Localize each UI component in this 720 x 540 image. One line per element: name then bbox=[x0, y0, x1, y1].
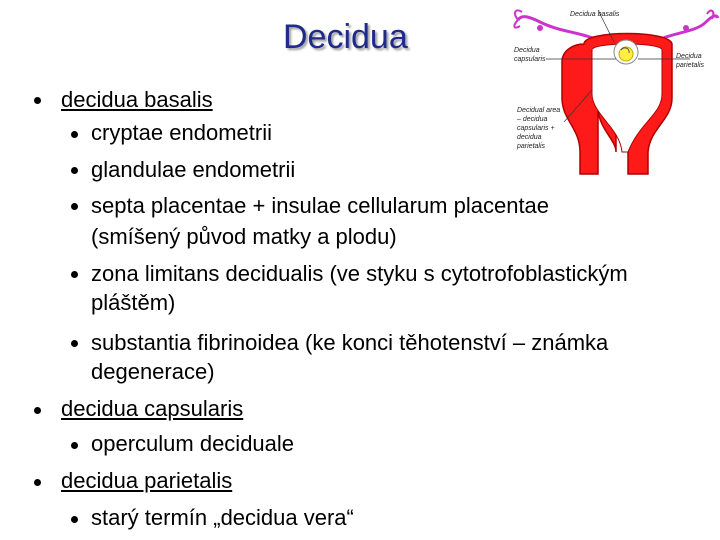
sub-item-zona-line1: zona limitans decidualis (ve styku s cytotrofoblastickým bbox=[91, 261, 628, 286]
label-decidua-capsularis-2: capsularis bbox=[514, 56, 546, 63]
bullet-dot bbox=[71, 131, 78, 138]
sub-item-zona-line2: pláštěm) bbox=[91, 290, 176, 315]
label-decidua-parietalis-1: Decidua bbox=[676, 53, 702, 60]
slide-title: Decidua bbox=[283, 18, 408, 56]
bullet-dot bbox=[71, 271, 78, 278]
bullet-dot bbox=[34, 407, 41, 414]
sub-item-stary-termin: starý termín „decidua vera“ bbox=[91, 505, 354, 530]
sub-item-operculum: operculum deciduale bbox=[91, 431, 295, 456]
label-decidua-capsularis-1: Decidua bbox=[514, 47, 540, 54]
sub-item-cryptae: cryptae endometrii bbox=[91, 120, 272, 145]
label-decidual-area-1: Decidual area bbox=[517, 107, 561, 114]
bullet-dot bbox=[71, 167, 78, 174]
outline-item-decidua-basalis: decidua basalis bbox=[61, 87, 213, 112]
label-decidual-area-5: parietalis bbox=[517, 143, 546, 150]
label-decidua-parietalis-2: parietalis bbox=[676, 62, 705, 69]
bullet-dot bbox=[34, 479, 41, 486]
bullet-dot bbox=[71, 340, 78, 347]
outline-item-decidua-capsularis: decidua capsularis bbox=[61, 396, 244, 421]
uterus-decidua-diagram bbox=[500, 2, 720, 184]
label-decidual-area-4: decidua bbox=[517, 134, 542, 141]
bullet-dot bbox=[71, 203, 78, 210]
sub-item-substantia-line1: substantia fibrinoidea (ke konci těhotenství – známka bbox=[91, 330, 609, 355]
label-decidua-basalis: Decidua basalis bbox=[570, 11, 620, 18]
bullet-dot bbox=[71, 442, 78, 449]
sub-item-septa-line1: septa placentae + insulae cellularum placentae bbox=[91, 193, 550, 218]
label-decidual-area-3: capsularis + bbox=[517, 125, 555, 132]
bullet-dot bbox=[34, 97, 41, 104]
label-decidual-area-2: – decidua bbox=[517, 116, 548, 123]
sub-item-glandulae: glandulae endometrii bbox=[91, 157, 296, 182]
sub-item-substantia-line2: degenerace) bbox=[91, 359, 215, 384]
sub-item-septa-line2: (smíšený původ matky a plodu) bbox=[91, 224, 397, 249]
outline-item-decidua-parietalis: decidua parietalis bbox=[61, 468, 233, 493]
bullet-dot bbox=[71, 516, 78, 523]
embryo-chorion bbox=[614, 40, 638, 64]
